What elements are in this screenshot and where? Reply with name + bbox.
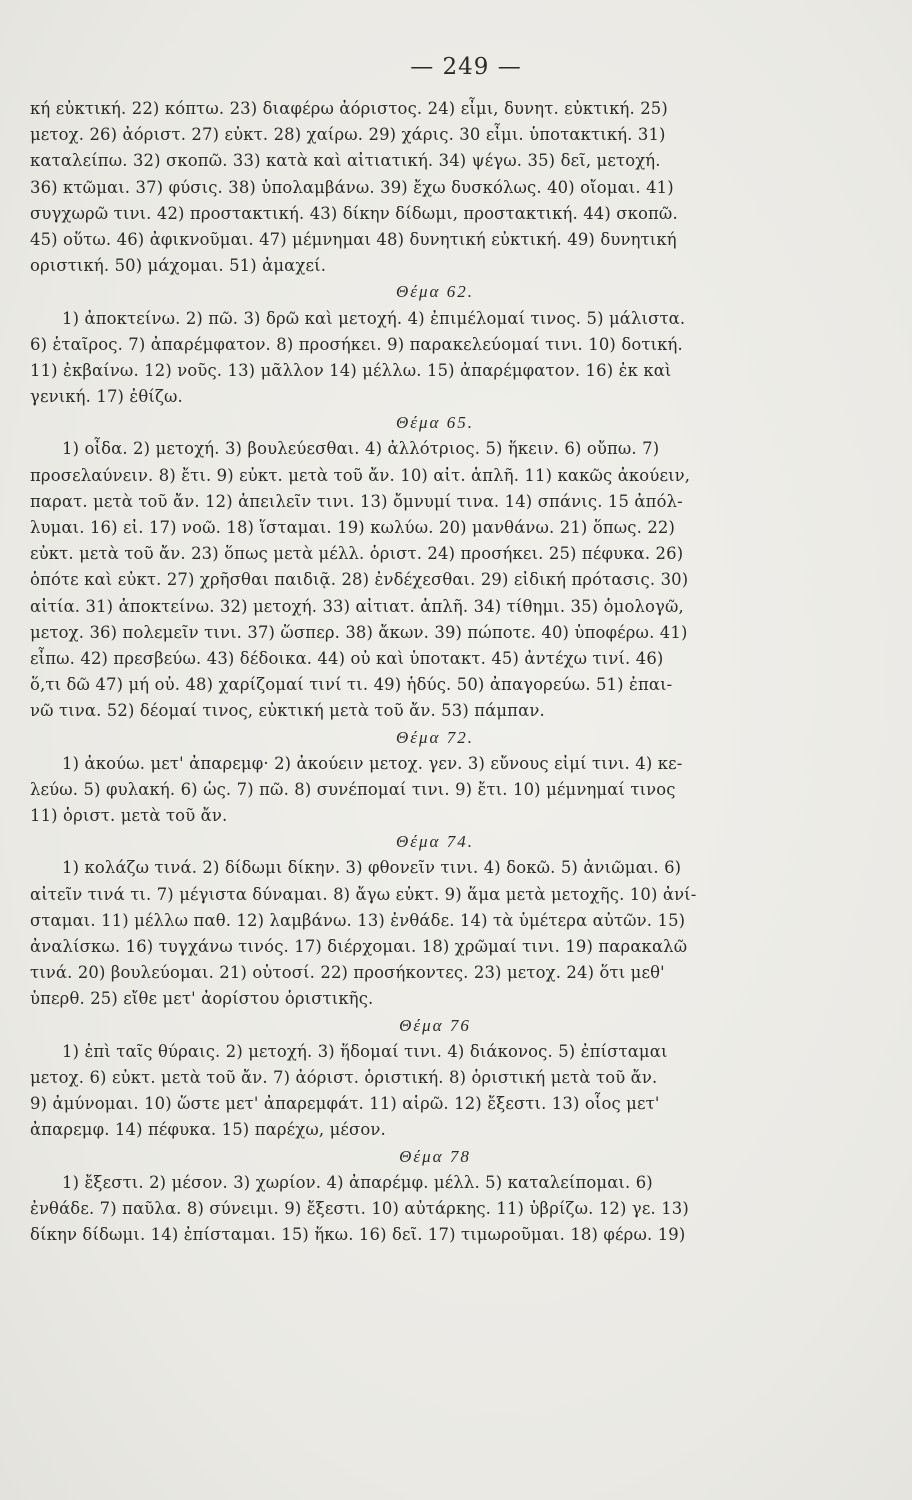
- text-line: 1) ἔξεστι. 2) μέσον. 3) χωρίον. 4) ἀπαρέμφ. μέλλ. 5) καταλείπομαι. 6): [62, 1172, 653, 1192]
- text-line: ἀπαρεμφ. 14) πέφυκα. 15) παρέχω, μέσον.: [30, 1120, 386, 1140]
- text-line: καταλείπω. 32) σκοπῶ. 33) κατὰ καὶ αἰτιατική. 34) ψέγω. 35) δεῖ, μετοχή.: [30, 151, 661, 171]
- text-line: εἶπω. 42) πρεσβεύω. 43) δέδοικα. 44) οὐ καὶ ὑποτακτ. 45) ἀντέχω τινί. 46): [30, 648, 664, 668]
- section-heading: Θέμα 62.: [396, 282, 474, 302]
- text-line: δίκην δίδωμι. 14) ἐπίσταμαι. 15) ἥκω. 16) δεῖ. 17) τιμωροῦμαι. 18) φέρω. 19): [30, 1225, 686, 1245]
- text-line: 1) οἶδα. 2) μετοχή. 3) βουλεύεσθαι. 4) ἀλλότριος. 5) ἥκειν. 6) οὔπω. 7): [62, 439, 660, 459]
- text-line: ὅ,τι δῶ 47) μή οὐ. 48) χαρίζομαί τινί τι. 49) ἡδύς. 50) ἀπαγορεύω. 51) ἐπαι-: [30, 675, 673, 695]
- text-line: προσελαύνειν. 8) ἔτι. 9) εὐκτ. μετὰ τοῦ ἄν. 10) αἰτ. ἁπλῆ. 11) κακῶς ἀκούειν,: [30, 465, 691, 485]
- text-line: κή εὐκτική. 22) κόπτω. 23) διαφέρω ἀόριστος. 24) εἶμι, δυνητ. εὐκτική. 25): [30, 99, 668, 118]
- text-line: 1) κολάζω τινά. 2) δίδωμι δίκην. 3) φθονεῖν τινι. 4) δοκῶ. 5) ἀνιῶμαι. 6): [62, 858, 682, 878]
- text-line: 9) ἀμύνομαι. 10) ὥστε μετ' ἀπαρεμφάτ. 11) αἱρῶ. 12) ἔξεστι. 13) οἷος μετ': [30, 1094, 660, 1114]
- text-line: 1) ἀποκτείνω. 2) πῶ. 3) δρῶ καὶ μετοχή. 4) ἐπιμέλομαί τινος. 5) μάλιστα.: [62, 308, 686, 328]
- text-line: 11) ἐκβαίνω. 12) νοῦς. 13) μᾶλλον 14) μέλλω. 15) ἀπαρέμφατον. 16) ἐκ καὶ: [30, 360, 672, 380]
- text-line: σταμαι. 11) μέλλω παθ. 12) λαμβάνω. 13) ἐνθάδε. 14) τὰ ὑμέτερα αὐτῶν. 15): [30, 910, 686, 930]
- text-line: νῶ τινα. 52) δέομαί τινος, εὐκτική μετὰ τοῦ ἄν. 53) πάμπαν.: [30, 701, 545, 721]
- section-heading: Θέμα 72.: [396, 727, 474, 747]
- text-line: μετοχ. 26) ἀόριστ. 27) εὐκτ. 28) χαίρω. 29) χάρις. 30 εἶμι. ὑποτακτική. 31): [30, 125, 666, 145]
- text-line: συγχωρῶ τινι. 42) προστακτική. 43) δίκην δίδωμι, προστακτική. 44) σκοπῶ.: [30, 203, 678, 223]
- text-line: 1) ἐπὶ ταῖς θύραις. 2) μετοχή. 3) ἥδομαί τινι. 4) διάκονος. 5) ἐπίσταμαι: [62, 1041, 668, 1061]
- text-line: μετοχ. 36) πολεμεῖν τινι. 37) ὥσπερ. 38) ἄκων. 39) πώποτε. 40) ὑποφέρω. 41): [30, 622, 688, 642]
- text-line: αἰτία. 31) ἀποκτείνω. 32) μετοχή. 33) αἰτιατ. ἁπλῆ. 34) τίθημι. 35) ὁμολογῶ,: [30, 596, 684, 616]
- section-heading: Θέμα 74.: [396, 832, 474, 852]
- text-line: ὑπερθ. 25) εἴθε μετ' ἀορίστου ὁριστικῆς.: [30, 989, 374, 1009]
- text-line: λεύω. 5) φυλακή. 6) ὡς. 7) πῶ. 8) συνέπομαί τινι. 9) ἔτι. 10) μέμνημαί τινος: [30, 779, 676, 799]
- text-line: παρατ. μετὰ τοῦ ἄν. 12) ἀπειλεῖν τινι. 13) ὄμνυμί τινα. 14) σπάνις. 15 ἀπόλ-: [30, 491, 683, 511]
- text-line: 36) κτῶμαι. 37) φύσις. 38) ὑπολαμβάνω. 39) ἔχω δυσκόλως. 40) οἴομαι. 41): [30, 177, 674, 197]
- text-line: γενική. 17) ἐθίζω.: [30, 387, 183, 407]
- section-heading: Θέμα 76: [399, 1015, 471, 1035]
- text-line: τινά. 20) βουλεύομαι. 21) οὑτοσί. 22) προσήκοντες. 23) μετοχ. 24) ὅτι μεθ': [30, 963, 665, 983]
- text-line: οριστική. 50) μάχομαι. 51) ἀμαχεί.: [30, 256, 327, 276]
- text-line: ἀναλίσκω. 16) τυγχάνω τινός. 17) διέρχομαι. 18) χρῶμαί τινι. 19) παρακαλῶ: [30, 937, 688, 956]
- text-line: 6) ἑταῖρος. 7) ἀπαρέμφατον. 8) προσήκει. 9) παρακελεύομαί τινι. 10) δοτική.: [30, 334, 683, 354]
- text-line: εὐκτ. μετὰ τοῦ ἄν. 23) ὅπως μετὰ μέλλ. ὁριστ. 24) προσήκει. 25) πέφυκα. 26): [30, 544, 684, 564]
- text-line: αἰτεῖν τινά τι. 7) μέγιστα δύναμαι. 8) ἄγω εὐκτ. 9) ἅμα μετὰ μετοχῆς. 10) ἀνί-: [30, 884, 697, 904]
- answer-key-text: [30, 96, 800, 1248]
- section-heading: Θέμα 78: [399, 1146, 471, 1166]
- text-line: ὁπότε καὶ εὐκτ. 27) χρῆσθαι παιδιᾷ. 28) ἐνδέχεσθαι. 29) εἰδική πρότασις. 30): [30, 570, 689, 590]
- text-line: 1) ἀκούω. μετ' ἀπαρεμφ· 2) ἀκούειν μετοχ. γεν. 3) εὔνους εἰμί τινι. 4) κε-: [62, 753, 683, 773]
- text-line: μετοχ. 6) εὐκτ. μετὰ τοῦ ἄν. 7) ἀόριστ. ὁριστική. 8) ὁριστική μετὰ τοῦ ἄν.: [30, 1067, 658, 1087]
- text-line: ἐνθάδε. 7) παῦλα. 8) σύνειμι. 9) ἔξεστι. 10) αὐτάρκης. 11) ὑβρίζω. 12) γε. 13): [30, 1198, 689, 1218]
- section-heading: Θέμα 65.: [396, 413, 474, 433]
- page-number: — 249 —: [410, 54, 522, 80]
- text-line: λυμαι. 16) εἰ. 17) νοῶ. 18) ἵσταμαι. 19) κωλύω. 20) μανθάνω. 21) ὅπως. 22): [30, 518, 676, 537]
- text-line: 45) οὕτω. 46) ἀφικνοῦμαι. 47) μέμνημαι 48) δυνητική εὐκτική. 49) δυνητική: [30, 229, 677, 249]
- text-line: 11) ὁριστ. μετὰ τοῦ ἄν.: [30, 806, 228, 826]
